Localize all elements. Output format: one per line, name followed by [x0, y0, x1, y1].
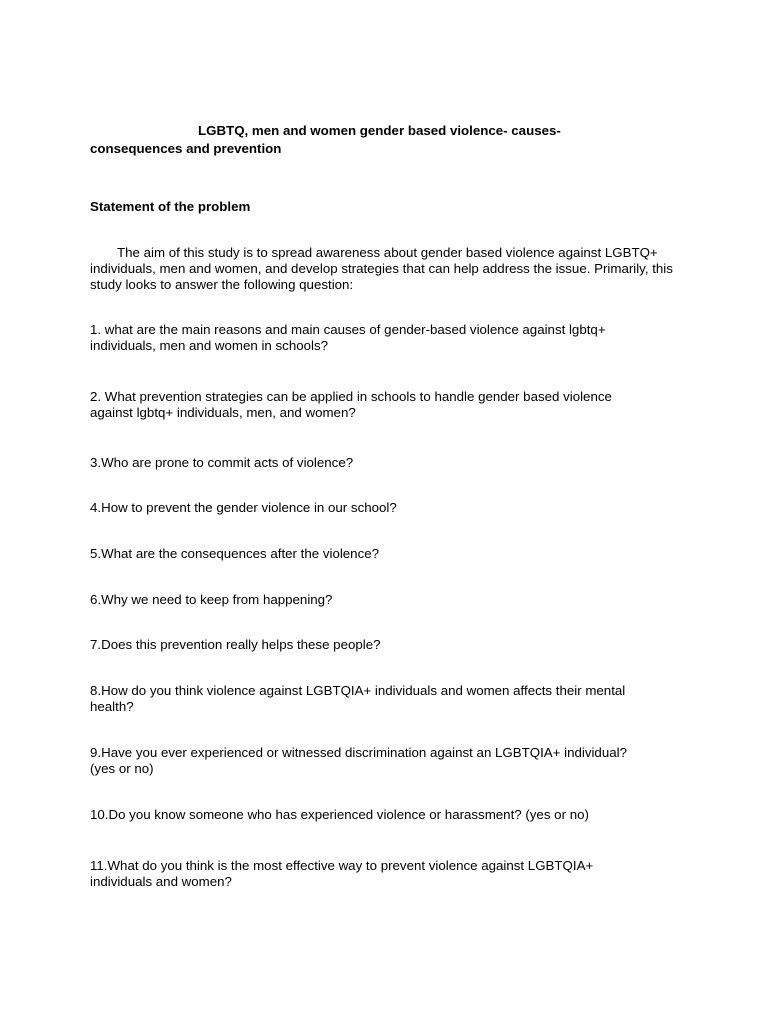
- document-title-line-1: LGBTQ, men and women gender based violence- causes-: [198, 123, 561, 138]
- document-title-line-2: consequences and prevention: [90, 141, 282, 156]
- section-heading: Statement of the problem: [90, 199, 251, 214]
- question-item-2: 2. What prevention strategies can be applied in schools to handle gender based violence against lgbtq+ individuals, men, and women?: [90, 389, 612, 420]
- question-item-5: 5.What are the consequences after the violence?: [90, 546, 380, 561]
- question-item-6: 6.Why we need to keep from happening?: [90, 592, 333, 607]
- question-item-7: 7.Does this prevention really helps these people?: [90, 637, 381, 652]
- question-item-11: 11.What do you think is the most effective way to prevent violence against LGBTQIA+ individuals and women?: [90, 858, 594, 889]
- question-item-8: 8.How do you think violence against LGBTQIA+ individuals and women affects their mental health?: [90, 683, 626, 714]
- question-item-3: 3.Who are prone to commit acts of violence?: [90, 455, 354, 470]
- question-item-9: 9.Have you ever experienced or witnessed discrimination against an LGBTQIA+ individual? (yes or no): [90, 745, 627, 776]
- question-item-4: 4.How to prevent the gender violence in our school?: [90, 500, 397, 515]
- question-item-10: 10.Do you know someone who has experienced violence or harassment? (yes or no): [90, 807, 589, 822]
- intro-paragraph: The aim of this study is to spread awareness about gender based violence against LGBTQ+ individuals, men and women, and develop strategies that can help address the issue. Primarily, this study looks to answer the following question:: [90, 245, 673, 292]
- question-item-1: 1. what are the main reasons and main causes of gender-based violence against lgbtq+ individuals, men and women in schools?: [90, 322, 606, 353]
